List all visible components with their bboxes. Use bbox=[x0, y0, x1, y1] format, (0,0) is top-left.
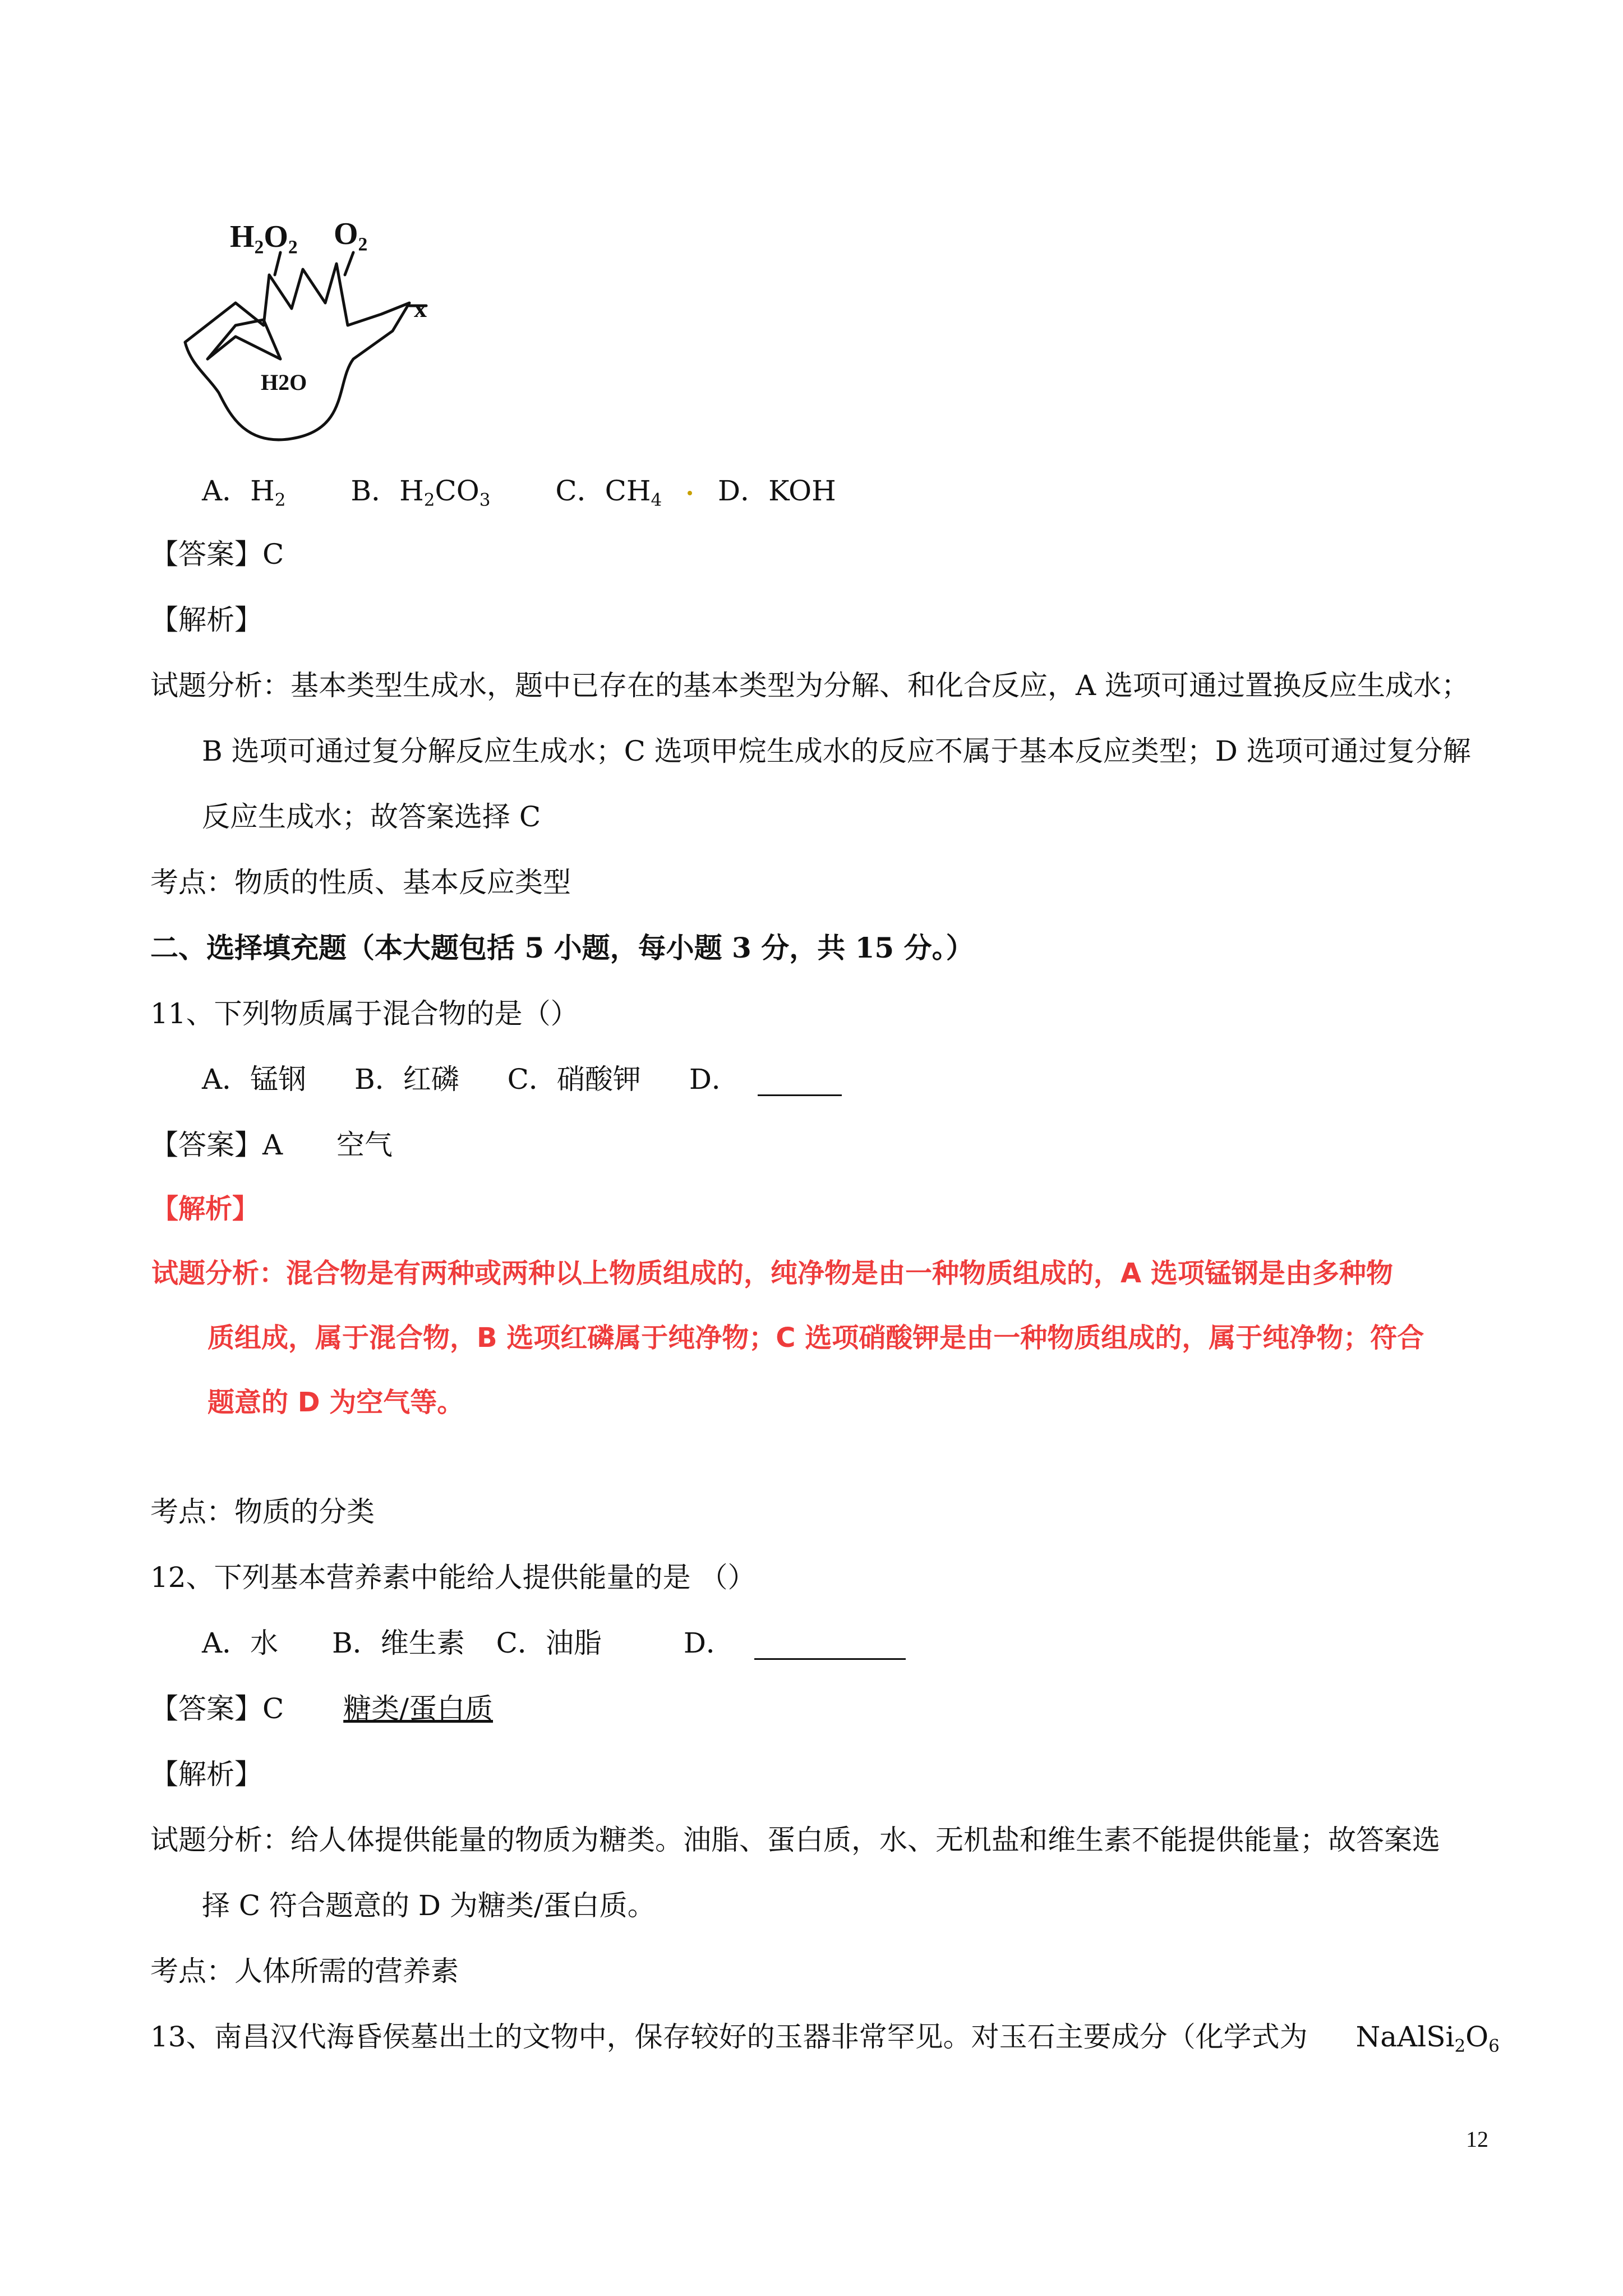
q11-analysis-line-2: 质组成，属于混合物，B 选项红磷属于纯净物；C 选项硝酸钾是由一种物质组成的，属于纯净物；符合 bbox=[208, 1322, 1424, 1354]
q10-analysis-line-1: 试题分析：基本类型生成水，题中已存在的基本类型为分解、和化合反应，A 选项可通过置换反应生成水； bbox=[150, 669, 1469, 702]
q12-kaodian: 考点：人体所需的营养素 bbox=[150, 1955, 459, 1987]
q11-answer-row bbox=[150, 1128, 393, 1162]
q10-analysis-line-3: 反应生成水；故答案选择 C bbox=[202, 800, 541, 833]
q10-option-a: A．$H_2$ bbox=[202, 475, 286, 510]
diagram-connector-2 bbox=[345, 252, 353, 275]
q10-option-c: C．$CH_4$ bbox=[555, 475, 662, 510]
q11-option-a: A．锰钢 bbox=[202, 1063, 307, 1096]
label-o2: O₂ bbox=[334, 217, 368, 251]
q12-answer-row bbox=[150, 1692, 493, 1726]
q12-answer-fill: 糖类/蛋白质 bbox=[343, 1692, 494, 1725]
q10-kaodian: 考点：物质的性质、基本反应类型 bbox=[150, 866, 571, 899]
page-number: 12 bbox=[1466, 2127, 1488, 2152]
q12-option-d: D． bbox=[683, 1627, 734, 1659]
diagram-connector-1 bbox=[275, 252, 280, 275]
q11-analysis-line-1: 试题分析：混合物是有两种或两种以上物质组成的，纯净物是由一种物质组成的，A 选项锰钢是由多种物 bbox=[151, 1258, 1393, 1289]
q10-answer: 【答案】C bbox=[150, 538, 284, 570]
q10-analysis-title: 【解析】 bbox=[150, 604, 262, 636]
q11-option-c: C．硝酸钾 bbox=[507, 1063, 641, 1096]
reaction-diagram bbox=[168, 213, 482, 460]
q11-options bbox=[202, 1062, 842, 1096]
label-x: x bbox=[414, 294, 427, 323]
q13-stem-row bbox=[150, 2020, 1500, 2054]
q11-answer-fill: 空气 bbox=[336, 1129, 393, 1161]
q11-answer: 【答案】A bbox=[150, 1129, 283, 1161]
q12-analysis-line-1: 试题分析：给人体提供能量的物质为糖类。油脂、蛋白质，水、无机盐和维生素不能提供能量；故答案选 bbox=[150, 1824, 1440, 1856]
stray-dot bbox=[688, 491, 692, 495]
q11-option-d: D． bbox=[689, 1063, 740, 1096]
q11-kaodian: 考点：物质的分类 bbox=[150, 1496, 375, 1528]
q11-blank bbox=[758, 1070, 842, 1096]
section-2-heading: 二、选择填充题（本大题包括 5 小题，每小题 3 分，共 15 分。） bbox=[150, 931, 974, 964]
label-h2o: H2O bbox=[261, 370, 307, 395]
q11-option-b: B．红磷 bbox=[354, 1063, 459, 1096]
q12-option-a: A．水 bbox=[202, 1627, 279, 1659]
q11-stem: 11、下列物质属于混合物的是（） bbox=[150, 997, 579, 1030]
diagram-inner-loop bbox=[208, 320, 280, 359]
q10-analysis-line-2: B 选项可通过复分解反应生成水；C 选项甲烷生成水的反应不属于基本反应类型；D 选项可通过复分解 bbox=[202, 735, 1471, 767]
q12-answer: 【答案】C bbox=[150, 1692, 284, 1725]
q12-stem: 12、下列基本营养素中能给人提供能量的是 （） bbox=[150, 1561, 756, 1594]
q10-option-b: B．$H_2CO_3$ bbox=[351, 475, 491, 510]
q11-analysis-line-3: 题意的 D 为空气等。 bbox=[208, 1387, 464, 1418]
q12-blank bbox=[754, 1634, 906, 1660]
q13-stem: 13、南昌汉代海昏侯墓出土的文物中，保存较好的玉器非常罕见。对玉石主要成分（化学式为 bbox=[150, 2021, 1308, 2053]
q12-analysis-title: 【解析】 bbox=[150, 1758, 262, 1791]
q12-analysis-line-2: 择 C 符合题意的 D 为糖类/蛋白质。 bbox=[202, 1889, 656, 1922]
q11-analysis-title: 【解析】 bbox=[151, 1193, 260, 1225]
label-h2o2: H₂O₂ bbox=[230, 219, 298, 254]
q12-option-c: C．油脂 bbox=[496, 1627, 602, 1659]
q12-options bbox=[202, 1626, 906, 1660]
q12-option-b: B．维生素 bbox=[332, 1627, 465, 1659]
q10-option-d: D．KOH bbox=[718, 475, 836, 507]
q10-options bbox=[202, 474, 836, 508]
q13-formula: $NaAlSi_2O_6$ bbox=[1355, 2021, 1500, 2056]
